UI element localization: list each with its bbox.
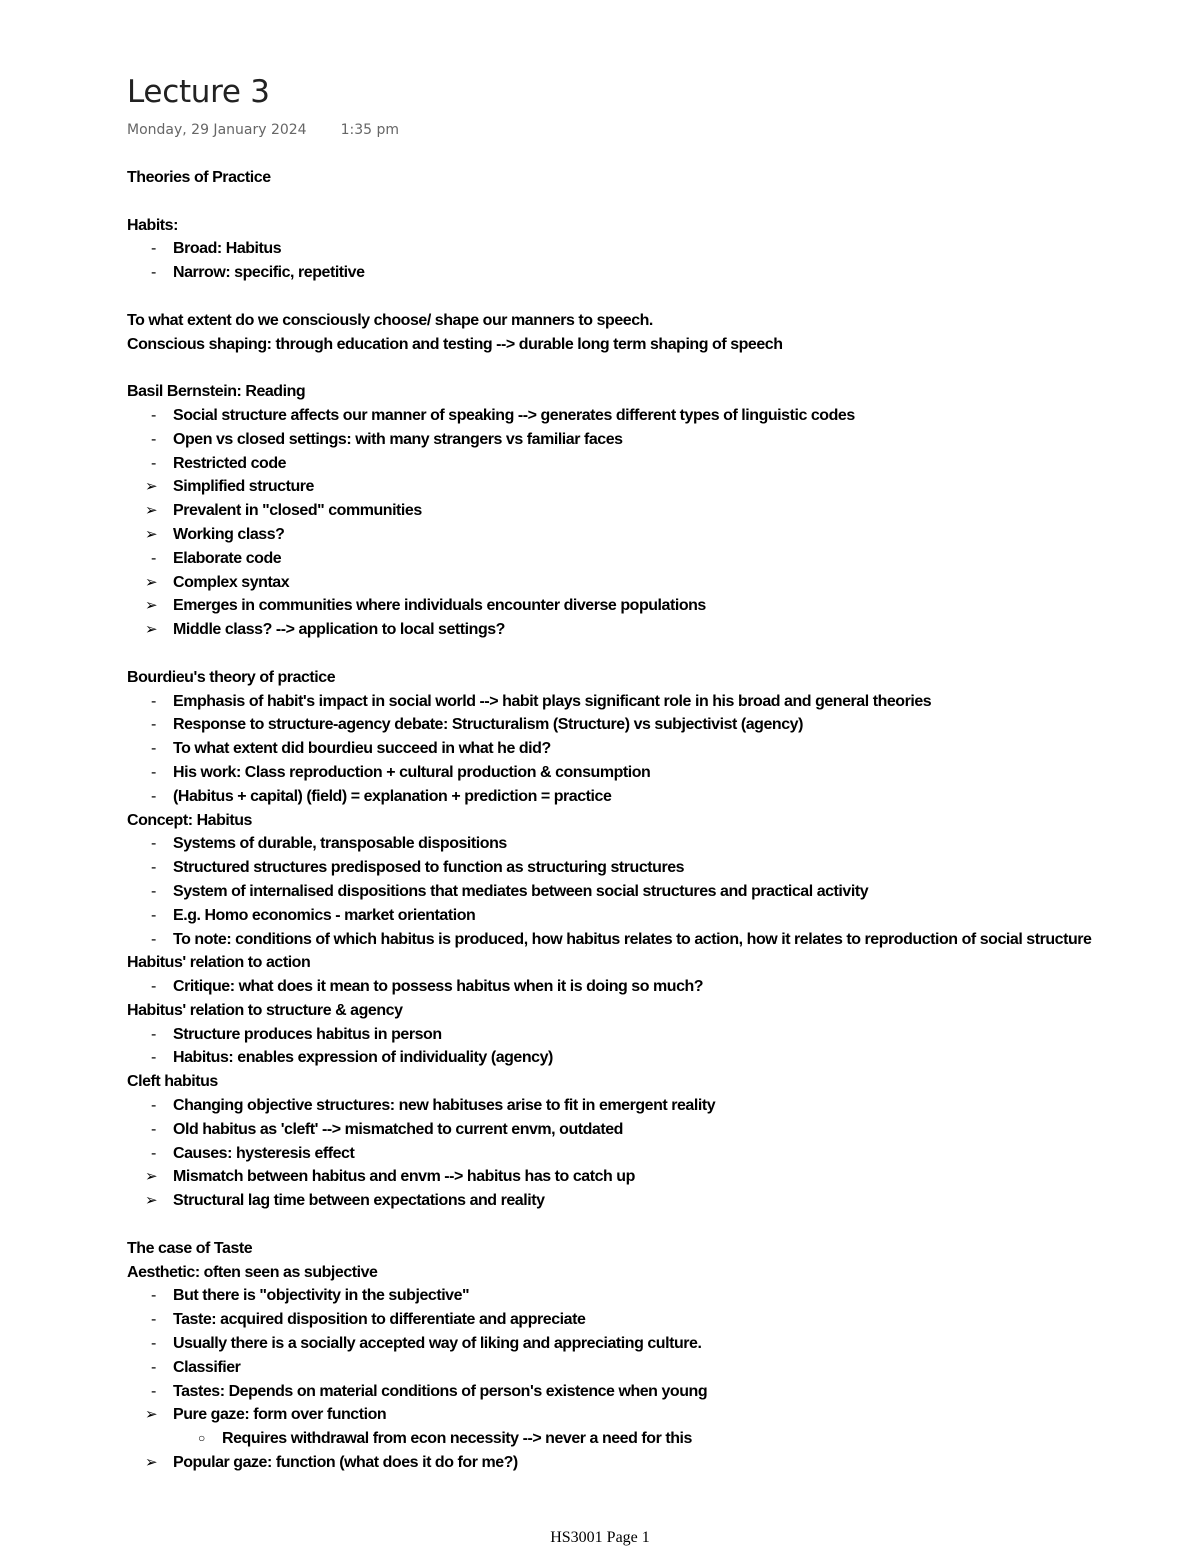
bullet-text: Structure produces habitus in person xyxy=(173,1025,442,1043)
dash-bullet-icon: - xyxy=(151,1049,156,1067)
dash-bullet-icon: - xyxy=(151,406,156,424)
text-line: Habitus' relation to structure & agency xyxy=(127,1001,403,1019)
dash-bullet-item xyxy=(127,261,1197,285)
arrow-bullet-icon: ➢ xyxy=(145,621,158,639)
bullet-text: Restricted code xyxy=(173,454,287,472)
page-meta xyxy=(127,122,399,138)
bullet-text: Old habitus as 'cleft' --> mismatched to current envm, outdated xyxy=(173,1120,623,1138)
text-line: The case of Taste xyxy=(127,1239,253,1257)
dash-bullet-item xyxy=(127,761,1197,785)
dash-bullet-icon: - xyxy=(151,264,156,282)
arrow-bullet-item xyxy=(127,1165,1197,1189)
dash-bullet-icon: - xyxy=(151,1120,156,1138)
bullet-text: Taste: acquired disposition to differentiate and appreciate xyxy=(173,1311,586,1329)
arrow-bullet-icon: ➢ xyxy=(145,1406,158,1424)
dash-bullet-icon: - xyxy=(151,716,156,734)
dash-bullet-item xyxy=(127,928,1197,952)
dash-bullet-icon: - xyxy=(151,1287,156,1305)
bullet-text: Elaborate code xyxy=(173,549,282,567)
dash-bullet-item xyxy=(127,713,1197,737)
page-time: 1:35 pm xyxy=(340,122,400,138)
bullet-text: System of internalised dispositions that mediates between social structures and practical activity xyxy=(173,882,869,900)
dash-bullet-icon: - xyxy=(151,835,156,853)
dash-bullet-icon: - xyxy=(151,882,156,900)
dash-bullet-item xyxy=(127,1308,1197,1332)
dash-bullet-icon: - xyxy=(151,859,156,877)
circle-bullet-item xyxy=(127,1427,1197,1451)
bullet-text: Narrow: specific, repetitive xyxy=(173,264,365,282)
dash-bullet-item xyxy=(127,904,1197,928)
bullet-text: Emphasis of habit's impact in social world --> habit plays significant role in his broad and general theories xyxy=(173,692,932,710)
bullet-text: Changing objective structures: new habituses arise to fit in emergent reality xyxy=(173,1097,716,1115)
text-line: Conscious shaping: through education and testing --> durable long term shaping of speech xyxy=(127,335,783,353)
bullet-text: (Habitus + capital) (field) = explanation + prediction = practice xyxy=(173,787,612,805)
bullet-text: Mismatch between habitus and envm --> habitus has to catch up xyxy=(173,1168,635,1186)
bullet-text: Working class? xyxy=(173,525,285,543)
arrow-bullet-item xyxy=(127,1403,1197,1427)
dash-bullet-item xyxy=(127,1094,1197,1118)
arrow-bullet-icon: ➢ xyxy=(145,478,158,496)
dash-bullet-item xyxy=(127,1142,1197,1166)
bullet-text: Pure gaze: form over function xyxy=(173,1406,387,1424)
dash-bullet-item xyxy=(127,1118,1197,1142)
dash-bullet-icon: - xyxy=(151,978,156,996)
dash-bullet-icon: - xyxy=(151,1144,156,1162)
bullet-text: Requires withdrawal from econ necessity --> never a need for this xyxy=(222,1430,692,1448)
dash-bullet-icon: - xyxy=(151,1335,156,1353)
dash-bullet-item xyxy=(127,1380,1197,1404)
section-heading: Habits: xyxy=(127,216,178,234)
note-content[interactable] xyxy=(127,166,1197,1475)
bullet-text: To what extent did bourdieu succeed in what he did? xyxy=(173,740,551,758)
bullet-text: Habitus: enables expression of individuality (agency) xyxy=(173,1049,553,1067)
arrow-bullet-item xyxy=(127,618,1197,642)
bullet-text: Structural lag time between expectations and reality xyxy=(173,1192,545,1210)
dash-bullet-item xyxy=(127,975,1197,999)
dash-bullet-item xyxy=(127,1356,1197,1380)
bullet-text: Middle class? --> application to local settings? xyxy=(173,621,505,639)
bullet-text: Broad: Habitus xyxy=(173,240,282,258)
dash-bullet-icon: - xyxy=(151,240,156,258)
dash-bullet-item xyxy=(127,737,1197,761)
bullet-text: But there is "objectivity in the subjective" xyxy=(173,1287,470,1305)
dash-bullet-item xyxy=(127,1046,1197,1070)
dash-bullet-item xyxy=(127,237,1197,261)
page-footer: HS3001 Page 1 xyxy=(550,1529,650,1546)
bullet-text: Complex syntax xyxy=(173,573,290,591)
arrow-bullet-icon: ➢ xyxy=(145,1192,158,1210)
dash-bullet-icon: - xyxy=(151,454,156,472)
arrow-bullet-item xyxy=(127,594,1197,618)
dash-bullet-icon: - xyxy=(151,906,156,924)
dash-bullet-item xyxy=(127,1023,1197,1047)
arrow-bullet-icon: ➢ xyxy=(145,502,158,520)
bullet-text: Prevalent in "closed" communities xyxy=(173,502,422,520)
text-line: Basil Bernstein: Reading xyxy=(127,383,306,401)
text-line: To what extent do we consciously choose/ shape our manners to speech. xyxy=(127,311,653,329)
dash-bullet-item xyxy=(127,452,1197,476)
text-line: Concept: Habitus xyxy=(127,811,252,829)
dash-bullet-item xyxy=(127,856,1197,880)
bullet-text: Open vs closed settings: with many strangers vs familiar faces xyxy=(173,430,623,448)
section-heading: Theories of Practice xyxy=(127,169,271,186)
dash-bullet-item xyxy=(127,404,1197,428)
arrow-bullet-item xyxy=(127,1189,1197,1213)
arrow-bullet-item xyxy=(127,475,1197,499)
arrow-bullet-item xyxy=(127,571,1197,595)
dash-bullet-item xyxy=(127,832,1197,856)
dash-bullet-icon: - xyxy=(151,1097,156,1115)
circle-bullet-icon: ○ xyxy=(198,1431,205,1446)
bullet-text: Classifier xyxy=(173,1358,241,1376)
dash-bullet-icon: - xyxy=(151,1025,156,1043)
arrow-bullet-item xyxy=(127,1451,1197,1475)
bullet-text: His work: Class reproduction + cultural production & consumption xyxy=(173,763,651,781)
dash-bullet-item xyxy=(127,1284,1197,1308)
bullet-text: Response to structure-agency debate: Structuralism (Structure) vs subjectivist (agency) xyxy=(173,716,803,734)
dash-bullet-icon: - xyxy=(151,740,156,758)
text-line: Bourdieu's theory of practice xyxy=(127,668,336,686)
dash-bullet-icon: - xyxy=(151,692,156,710)
bullet-text: Systems of durable, transposable dispositions xyxy=(173,835,507,853)
bullet-text: Critique: what does it mean to possess habitus when it is doing so much? xyxy=(173,978,704,996)
dash-bullet-icon: - xyxy=(151,1382,156,1400)
blank-line xyxy=(127,642,1197,666)
text-line: Habitus' relation to action xyxy=(127,954,311,972)
arrow-bullet-icon: ➢ xyxy=(145,1454,158,1472)
dash-bullet-icon: - xyxy=(151,1311,156,1329)
dash-bullet-item xyxy=(127,880,1197,904)
bullet-text: Popular gaze: function (what does it do for me?) xyxy=(173,1454,518,1472)
dash-bullet-icon: - xyxy=(151,549,156,567)
bullet-text: Social structure affects our manner of speaking --> generates different types of linguistic codes xyxy=(173,406,855,424)
dash-bullet-icon: - xyxy=(151,430,156,448)
text-line: Aesthetic: often seen as subjective xyxy=(127,1263,378,1281)
bullet-text: Emerges in communities where individuals encounter diverse populations xyxy=(173,597,706,615)
bullet-text: Structured structures predisposed to function as structuring structures xyxy=(173,859,685,877)
arrow-bullet-icon: ➢ xyxy=(145,597,158,615)
bullet-text: Causes: hysteresis effect xyxy=(173,1144,355,1162)
arrow-bullet-item xyxy=(127,499,1197,523)
bullet-text: Usually there is a socially accepted way of liking and appreciating culture. xyxy=(173,1335,702,1353)
arrow-bullet-icon: ➢ xyxy=(145,573,158,591)
arrow-bullet-item xyxy=(127,523,1197,547)
blank-line xyxy=(127,190,1197,214)
arrow-bullet-icon: ➢ xyxy=(145,1168,158,1186)
blank-line xyxy=(127,1213,1197,1237)
dash-bullet-icon: - xyxy=(151,930,156,948)
bullet-text: Simplified structure xyxy=(173,478,314,496)
dash-bullet-item xyxy=(127,690,1197,714)
dash-bullet-item xyxy=(127,1332,1197,1356)
dash-bullet-item xyxy=(127,547,1197,571)
dash-bullet-icon: - xyxy=(151,1358,156,1376)
page-date: Monday, 29 January 2024 xyxy=(127,122,307,138)
bullet-text: Tastes: Depends on material conditions of person's existence when young xyxy=(173,1382,708,1400)
bullet-text: To note: conditions of which habitus is produced, how habitus relates to action, how it relates to reproduction of social structure xyxy=(173,930,1092,948)
dash-bullet-icon: - xyxy=(151,787,156,805)
page-title: Lecture 3 xyxy=(127,74,270,110)
dash-bullet-item xyxy=(127,428,1197,452)
blank-line xyxy=(127,356,1197,380)
text-line: Cleft habitus xyxy=(127,1073,218,1091)
dash-bullet-icon: - xyxy=(151,763,156,781)
dash-bullet-item xyxy=(127,785,1197,809)
blank-line xyxy=(127,285,1197,309)
bullet-text: E.g. Homo economics - market orientation xyxy=(173,906,476,924)
arrow-bullet-icon: ➢ xyxy=(145,525,158,543)
